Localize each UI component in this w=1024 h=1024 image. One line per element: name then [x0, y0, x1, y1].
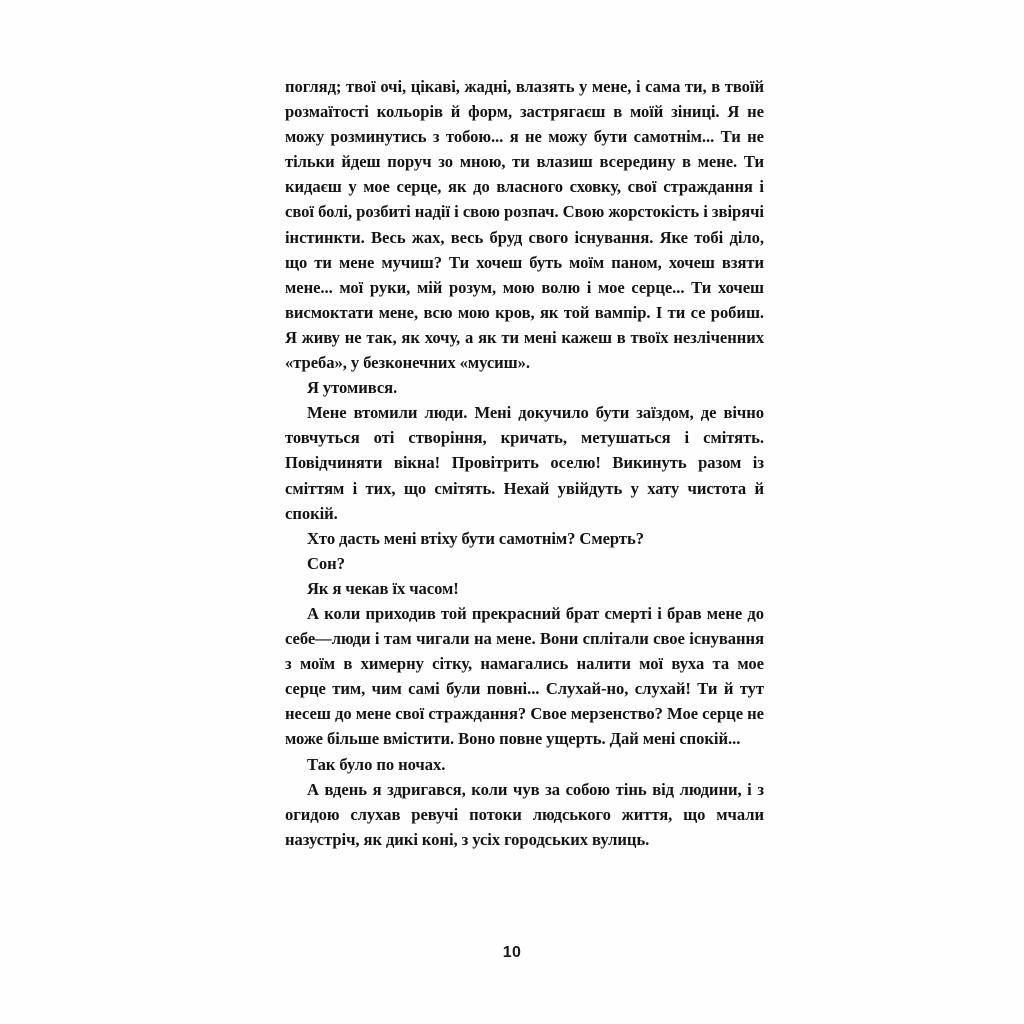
paragraph-6: Як я чекав їх часом! — [307, 578, 459, 598]
page-number: 10 — [502, 944, 522, 961]
paragraph-2: Я утомився. — [307, 378, 398, 398]
paragraph-7: А коли приходив той прекрасний брат смерті і брав мене до себе—люди і там чигали на мене. Вони сплітали свое існування з моїм в химерну сітку, намагались налити мої вуха та мое серце тим, чим самі були повні... Слухай-но, слухай! Ти й тут несеш до мене свої страждання? Свое мерзенство? Мое серце не може більше вмістити. Воно повне ущерть. Дай мені спокій... — [285, 603, 764, 749]
paragraph-3: Мене втомили люди. Мені докучило бути заїздом, де вічно товчуться оті створіння, кричать, метушаться і смітять. Повідчиняти вікна! Провітрить оселю! Викинуть разом із сміттям і тих, що смітять. Нехай увійдуть у хату чистота й спокій. — [285, 403, 764, 523]
paragraph-8: Так було по ночах. — [307, 754, 446, 774]
paragraph-1: погляд; твої очі, цікаві, жадні, влазять у мене, і сама ти, в твоїй розмаїтості кольорів й форм, застрягаєш в моїй зіниці. Я не можу розминутись з тобою... я не можу бути самотнім... Ти не тільки йдеш поруч зо мною, ти влазиш всередину в мене. Ти кидаєш у мое серце, як до власного сховку, свої страждання і свої болі, розбиті надії і свою розпач. Свою жорстокість і звірячі інстинкти. Весь жах, весь бруд свого існування. Яке тобі діло, що ти мене мучиш? Ти хочеш буть моїм паном, хочеш взяти мене... мої руки, мій розум, мою волю і мое серце... Ти хочеш висмоктати мене, всю мою кров, як той вампір. І ти се робиш. Я живу не так, як хочу, а як ти мені кажеш в твоїх незліченних «треба», у безконечних «мусиш». — [285, 77, 764, 373]
paragraph-4: Хто дасть мені втіху бути самотнім? Смерть? — [307, 528, 644, 548]
page-text-body — [285, 74, 764, 852]
paragraph-9: А вдень я здригався, коли чув за собою тінь від людини, і з огидою слухав ревучі потоки людського життя, що мчали назустріч, як дикі коні, з усіх городських вулиць. — [285, 779, 764, 849]
paragraph-5: Сон? — [307, 553, 345, 573]
